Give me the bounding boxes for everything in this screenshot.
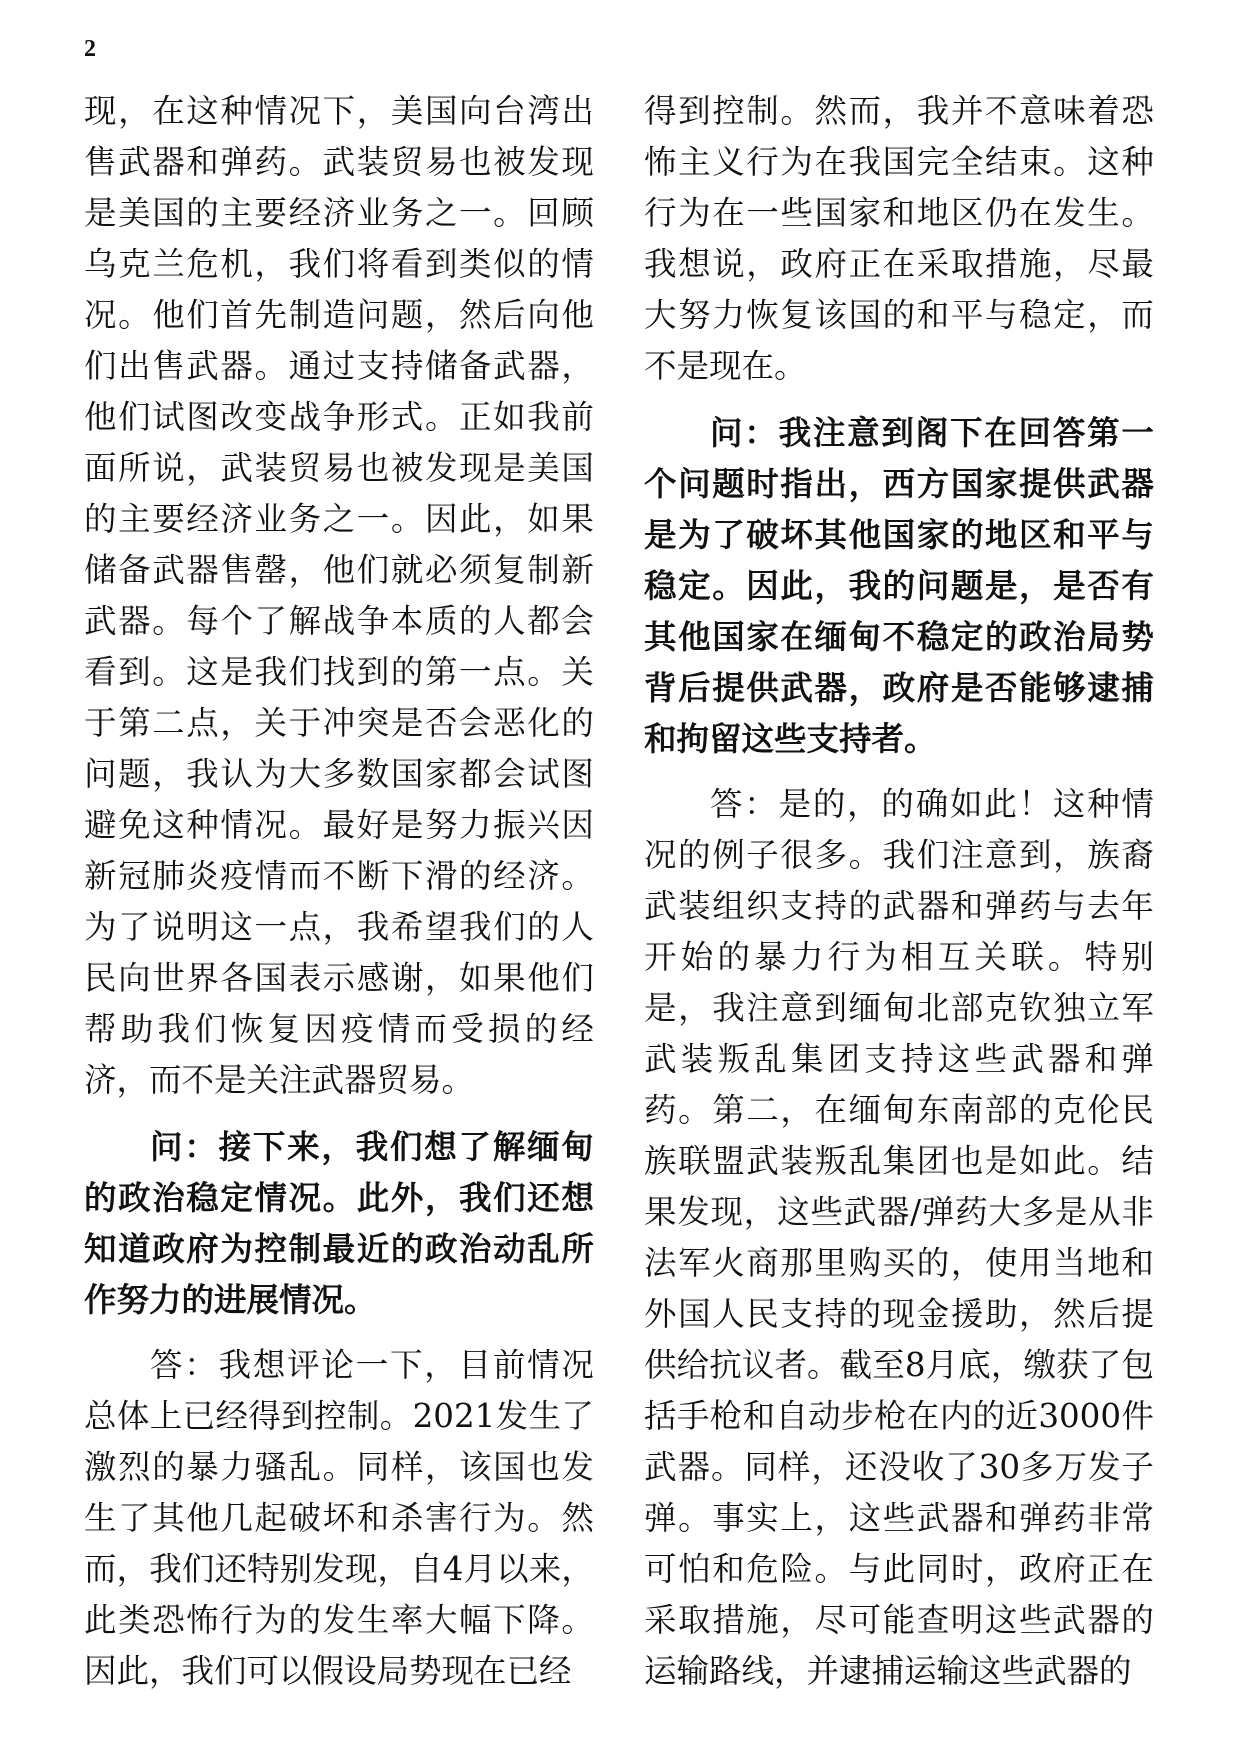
text-line: 得 到 控 制 。 然 而 ， 我 并 不 意 味 着 恐 [644, 92, 1154, 130]
question-paragraph [84, 1121, 594, 1325]
text-line: 运输路线，并逮捕运输这些武器的 [644, 1652, 1132, 1690]
text-line: 为 了 说 明 这 一 点 ， 我 希 望 我 们 的 人 [84, 908, 594, 946]
left-column [84, 86, 594, 1697]
text-line: 于 第 二 点 ， 关 于 冲 突 是 否 会 恶 化 的 [84, 704, 594, 742]
text-line: 生 了 其 他 几 起 破 坏 和 杀 害 行 为 。 然 [84, 1499, 594, 1537]
text-line: 售 武 器 和 弹 药 。 武 装 贸 易 也 被 发 现 [84, 143, 594, 181]
text-line: 知 道 政 府 为 控 制 最 近 的 政 治 动 乱 所 [84, 1229, 594, 1268]
text-line: 法 军 火 商 那 里 购 买 的 ， 使 用 当 地 和 [644, 1244, 1154, 1282]
text-line: 武 器 。 每 个 了 解 战 争 本 质 的 人 都 会 [84, 602, 594, 640]
text-line: 现 ， 在 这 种 情 况 下 ， 美 国 向 台 湾 出 [84, 92, 594, 130]
text-line: 问 ： 接 下 来 ， 我 们 想 了 解 缅 甸 [150, 1127, 594, 1166]
text-line: 大 努 力 恢 复 该 国 的 和 平 与 稳 定 ， 而 [644, 296, 1154, 334]
text-line: 激 烈 的 暴 力 骚 乱 。 同 样 ， 该 国 也 发 [84, 1448, 594, 1486]
text-line: 果 发 现 ， 这 些 武 器 / 弹 药 大 多 是 从 非 [644, 1193, 1154, 1231]
text-line: 背 后 提 供 武 器 ， 政 府 是 否 能 够 逮 捕 [644, 668, 1154, 707]
text-line: 新 冠 肺 炎 疫 情 而 不 断 下 滑 的 经 济 。 [84, 857, 594, 895]
answer-paragraph [84, 1340, 594, 1697]
text-line: 其 他 国 家 在 缅 甸 不 稳 定 的 政 治 局 势 [644, 617, 1154, 656]
text-line: 外 国 人 民 支 持 的 现 金 援 助 ， 然 后 提 [644, 1295, 1154, 1333]
right-column [644, 86, 1154, 1697]
text-line: 采 取 措 施 ， 尽 可 能 查 明 这 些 武 器 的 [644, 1601, 1154, 1639]
paragraph-gap [644, 764, 1154, 779]
text-line: 行 为 在 一 些 国 家 和 地 区 仍 在 发 生 。 [644, 194, 1154, 232]
text-line: 的 政 治 稳 定 情 况 。 此 外 ， 我 们 还 想 [84, 1178, 594, 1217]
text-line: 乌 克 兰 危 机 ， 我 们 将 看 到 类 似 的 情 [84, 245, 594, 283]
text-line: 个 问 题 时 指 出 ， 西 方 国 家 提 供 武 器 [644, 464, 1154, 503]
text-line: 可 怕 和 危 险 。 与 此 同 时 ， 政 府 正 在 [644, 1550, 1154, 1588]
paragraph [644, 86, 1154, 392]
text-line: 避 免 这 种 情 况 。 最 好 是 努 力 振 兴 因 [84, 806, 594, 844]
paragraph-gap [84, 1325, 594, 1340]
text-line: 和拘留这些支持者。 [644, 719, 937, 758]
text-line: 的 主 要 经 济 业 务 之 一 。 因 此 ， 如 果 [84, 500, 594, 538]
text-line: 此 类 恐 怖 行 为 的 发 生 率 大 幅 下 降 。 [84, 1601, 594, 1639]
text-line: 供 给 抗 议 者 。 截 至 8 月 底 ， 缴 获 了 包 [644, 1346, 1154, 1384]
text-line: 弹 。 事 实 上 ， 这 些 武 器 和 弹 药 非 常 [644, 1499, 1154, 1537]
text-line: 武 器 。 同 样 ， 还 没 收 了 30 多 万 发 子 [644, 1448, 1154, 1486]
text-line: 而 ， 我 们 还 特 别 发 现 ， 自 4 月 以 来 ， [84, 1550, 594, 1588]
text-line: 括 手 枪 和 自 动 步 枪 在 内 的 近 3000 件 [644, 1397, 1154, 1435]
page-number: 2 [84, 36, 96, 62]
text-line: 答 ： 我 想 评 论 一 下 ， 目 前 情 况 [150, 1346, 594, 1384]
text-line: 武 装 组 织 支 持 的 武 器 和 弹 药 与 去 年 [644, 887, 1154, 925]
text-line: 问 ： 我 注 意 到 阁 下 在 回 答 第 一 [710, 413, 1154, 452]
text-line: 我 想 说 ， 政 府 正 在 采 取 措 施 ， 尽 最 [644, 245, 1154, 283]
text-line: 因此，我们可以假设局势现在已经 [84, 1652, 572, 1690]
text-line: 族 联 盟 武 装 叛 乱 集 团 也 是 如 此 。 结 [644, 1142, 1154, 1180]
text-line: 总 体 上 已 经 得 到 控 制 。 2021 发 生 了 [84, 1397, 594, 1435]
paragraph-gap [84, 1106, 594, 1121]
question-paragraph [644, 407, 1154, 764]
text-line: 不是现在。 [644, 347, 807, 385]
paragraph [84, 86, 594, 1106]
text-line: 答 ： 是 的 ， 的 确 如 此 ！ 这 种 情 [710, 785, 1154, 823]
text-line: 民 向 世 界 各 国 表 示 感 谢 ， 如 果 他 们 [84, 959, 594, 997]
text-line: 帮 助 我 们 恢 复 因 疫 情 而 受 损 的 经 [84, 1010, 594, 1048]
text-line: 们 出 售 武 器 。 通 过 支 持 储 备 武 器 ， [84, 347, 594, 385]
text-line: 武 装 叛 乱 集 团 支 持 这 些 武 器 和 弹 [644, 1040, 1154, 1078]
text-line: 看 到 。 这 是 我 们 找 到 的 第 一 点 。 关 [84, 653, 594, 691]
text-line: 药 。 第 二 ， 在 缅 甸 东 南 部 的 克 伦 民 [644, 1091, 1154, 1129]
text-line: 济，而不是关注武器贸易。 [84, 1061, 475, 1099]
text-line: 是 ， 我 注 意 到 缅 甸 北 部 克 钦 独 立 军 [644, 989, 1154, 1027]
paragraph-gap [644, 392, 1154, 407]
text-line: 况 的 例 子 很 多 。 我 们 注 意 到 ， 族 裔 [644, 836, 1154, 874]
text-line: 稳 定 。 因 此 ， 我 的 问 题 是 ， 是 否 有 [644, 566, 1154, 605]
text-line: 问 题 ， 我 认 为 大 多 数 国 家 都 会 试 图 [84, 755, 594, 793]
text-line: 他 们 试 图 改 变 战 争 形 式 。 正 如 我 前 [84, 398, 594, 436]
text-line: 面 所 说 ， 武 装 贸 易 也 被 发 现 是 美 国 [84, 449, 594, 487]
text-line: 储 备 武 器 售 罄 ， 他 们 就 必 须 复 制 新 [84, 551, 594, 589]
text-line: 况 。 他 们 首 先 制 造 问 题 ， 然 后 向 他 [84, 296, 594, 334]
text-line: 开 始 的 暴 力 行 为 相 互 关 联 。 特 别 [644, 938, 1154, 976]
text-line: 作努力的进展情况。 [84, 1280, 377, 1319]
text-line: 是 美 国 的 主 要 经 济 业 务 之 一 。 回 顾 [84, 194, 594, 232]
answer-paragraph [644, 779, 1154, 1697]
text-line: 是 为 了 破 坏 其 他 国 家 的 地 区 和 平 与 [644, 515, 1154, 554]
text-line: 怖 主 义 行 为 在 我 国 完 全 结 束 。 这 种 [644, 143, 1154, 181]
